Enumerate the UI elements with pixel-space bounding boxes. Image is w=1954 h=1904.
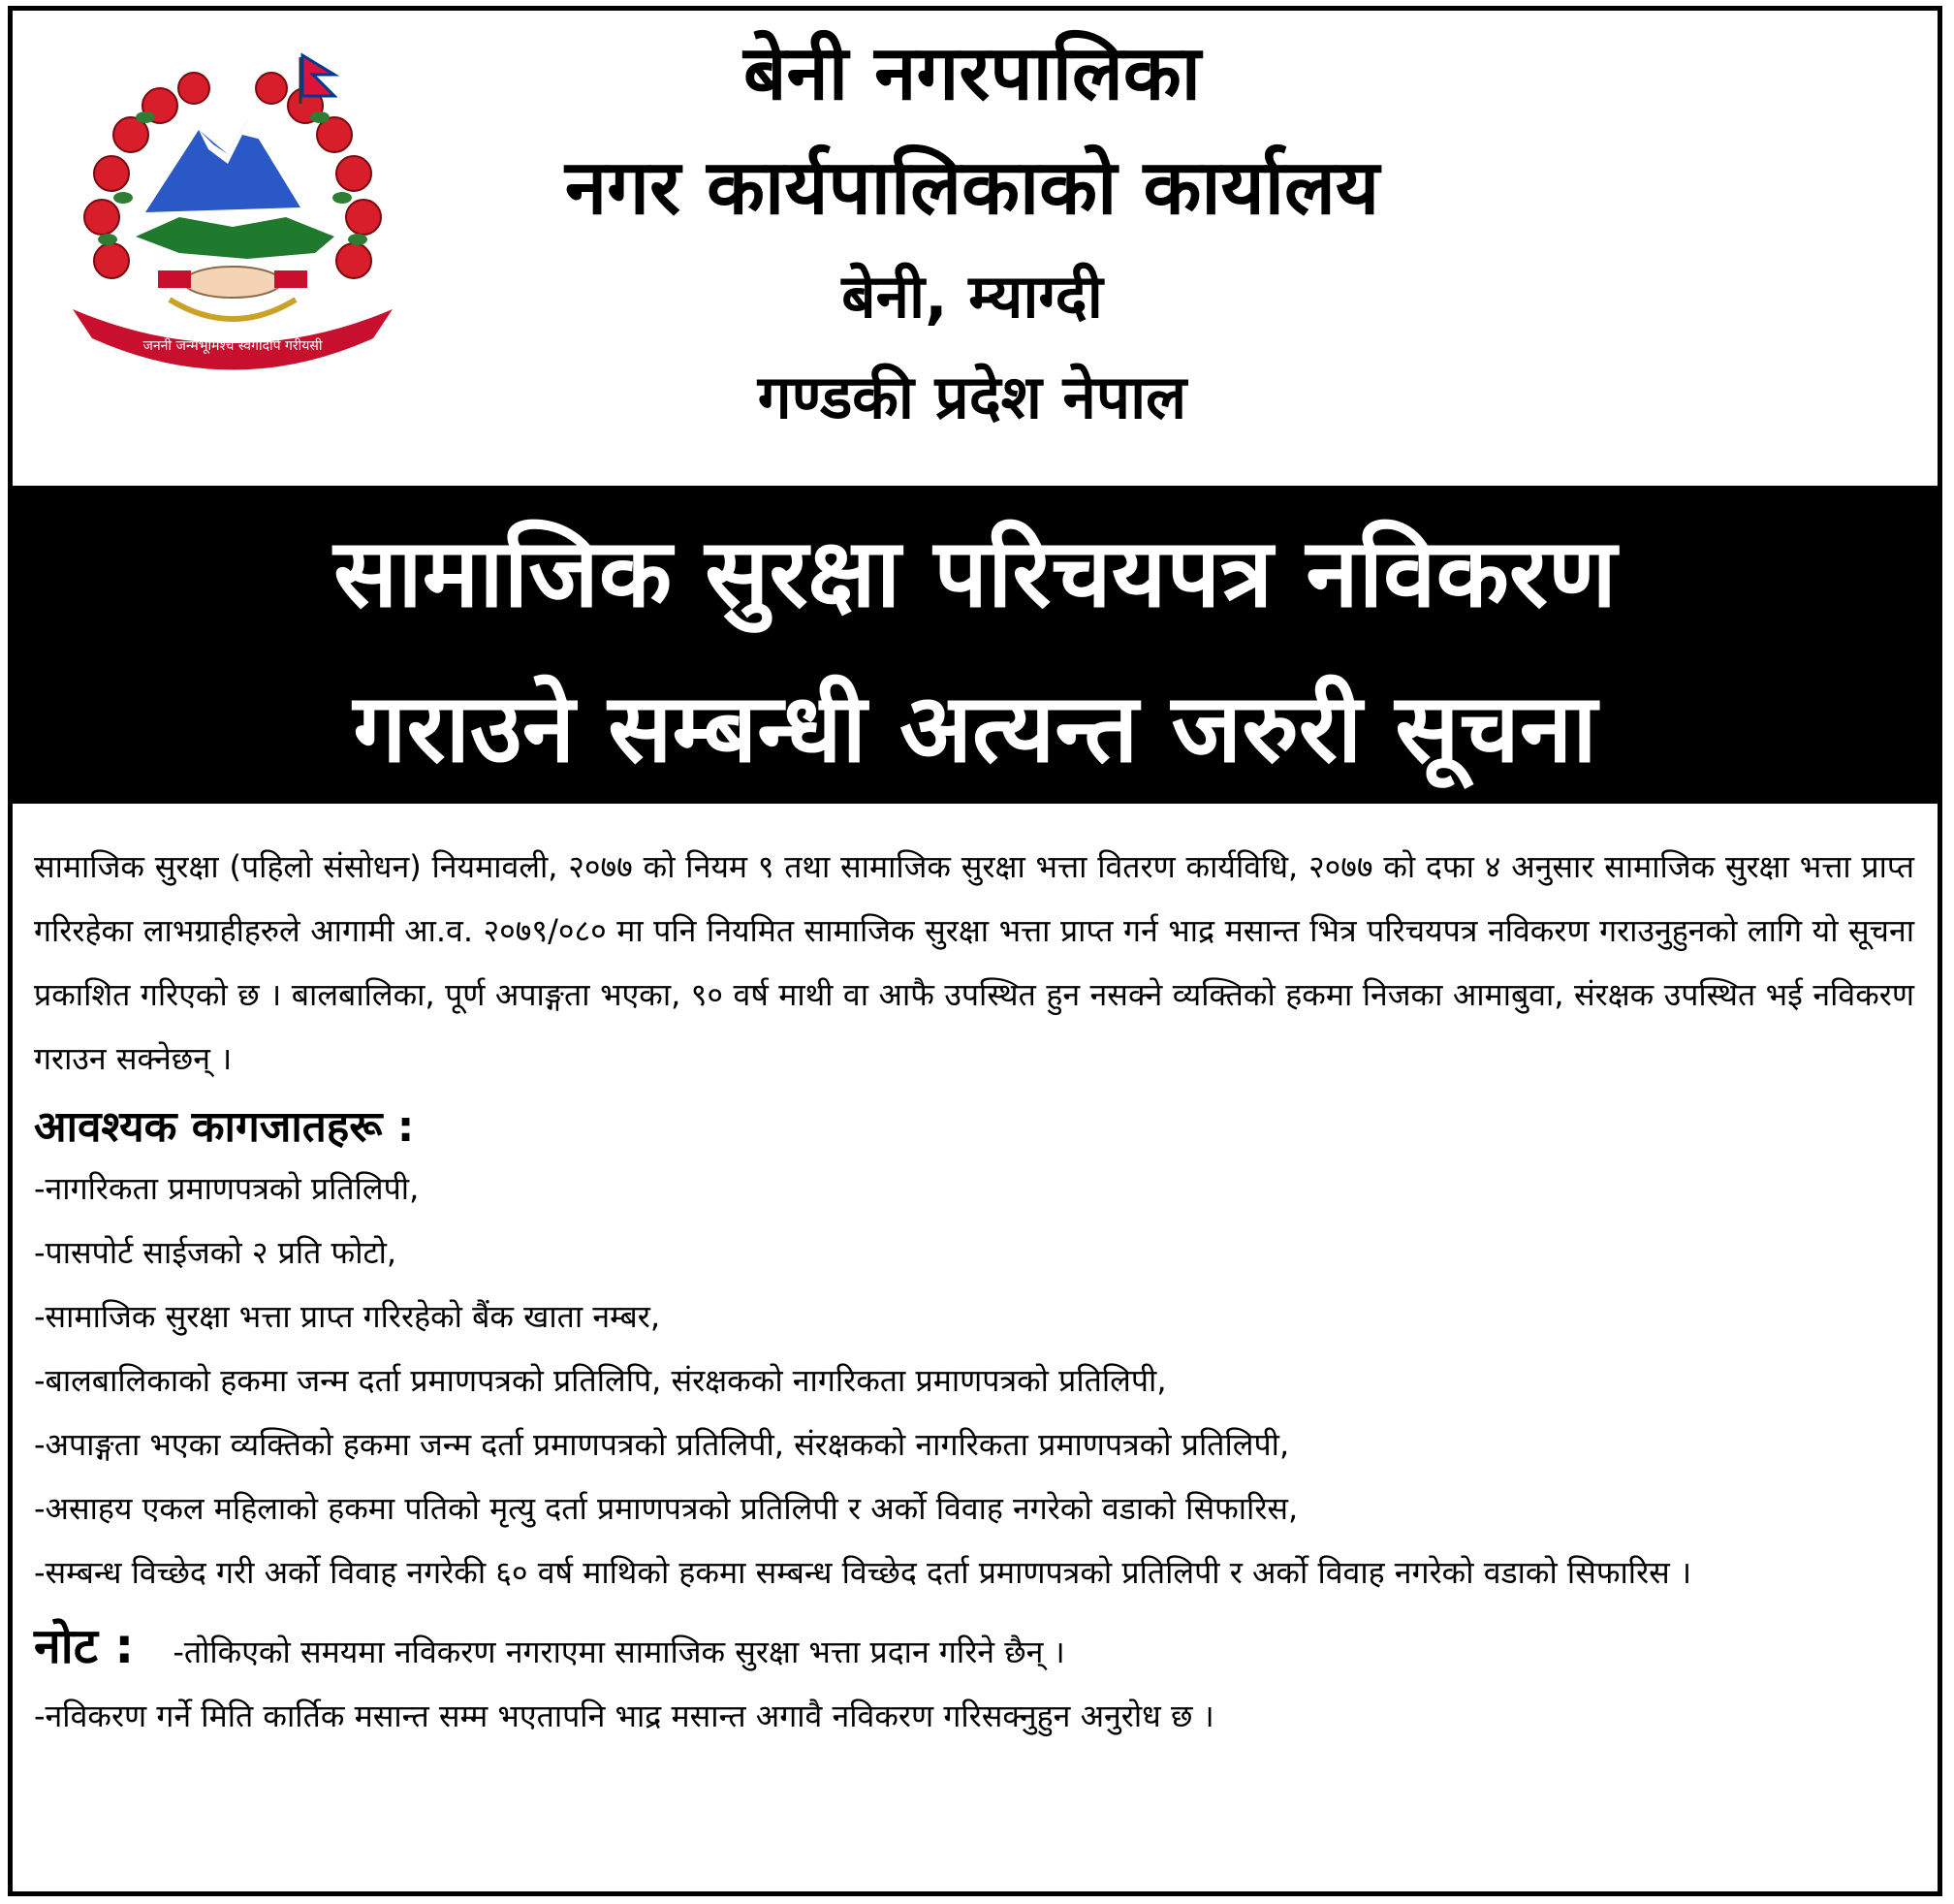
note-item: -नविकरण गर्ने मिति कार्तिक मसान्त सम्म भएतापनि भाद्र मसान्त अगावै नविकरण गरिसक्नुहुन अनुरोध छ ।	[34, 1698, 1214, 1734]
notice-title-line-1: सामाजिक सुरक्षा परिचयपत्र नविकरण	[333, 519, 1617, 629]
note-label: नोट :	[34, 1618, 135, 1674]
notice-paragraph: सामाजिक सुरक्षा (पहिलो संसोधन) नियमावली, २०७७ को नियम ९ तथा सामाजिक सुरक्षा भत्ता वितरण कार्यविधि, २०७७ को दफा ४ अनुसार सामाजिक सुरक्षा भत्ता प्राप्त गरिरहेका लाभग्राहीहरुले आगामी आ.व. २०७९/०८० मा पनि नियमित सामाजिक सुरक्षा भत्ता प्राप्त गर्न भाद्र मसान्त भित्र परिचयपत्र नविकरण गराउनुहुनको लागि यो सूचना प्रकाशित गरिएको छ । बालबालिका, पूर्ण अपाङ्गता भएका, ९० वर्ष माथी वा आफै उपस्थित हुन नसक्ने व्यक्तिको हकमा निजका आमाबुवा, संरक्षक उपस्थित भई नविकरण गराउन सक्नेछन् ।	[34, 848, 1914, 1077]
province-name: गण्डकी प्रदेश नेपाल	[757, 362, 1187, 432]
notice-header	[13, 11, 1938, 486]
notice-title-line-2: गराउने सम्बन्धी अत्यन्त जरुरी सूचना	[353, 674, 1597, 784]
list-item: -सम्बन्ध विच्छेद गरी अर्को विवाह नगरेकी ६० वर्ष माथिको हकमा सम्बन्ध विच्छेद दर्ता प्रमाणपत्रको प्रतिलिपी र अर्को विवाह नगरेको वडाको सिफारिस ।	[34, 1554, 1692, 1591]
notice-frame	[8, 6, 1942, 1896]
office-location: बेनी, म्याग्दी	[841, 261, 1103, 332]
required-docs-list	[34, 1157, 1914, 1604]
org-name: बेनी नगरपालिका	[743, 30, 1201, 117]
list-item: -असाहय एकल महिलाको हकमा पतिको मृत्यु दर्ता प्रमाणपत्रको प्रतिलिपी र अर्को विवाह नगरेको वडाको सिफारिस,	[34, 1490, 1299, 1527]
list-item: -पासपोर्ट साईजको २ प्रति फोटो,	[34, 1234, 397, 1271]
note-item: -तोकिएको समयमा नविकरण नगराएमा सामाजिक सुरक्षा भत्ता प्रदान गरिने छैन् ।	[173, 1634, 1065, 1670]
notice-title-band	[13, 486, 1938, 804]
list-item: -अपाङ्गता भएका व्यक्तिको हकमा जन्म दर्ता प्रमाणपत्रको प्रतिलिपी, संरक्षकको नागरिकता प्रमाणपत्रको प्रतिलिपी,	[34, 1426, 1290, 1463]
list-item: -बालबालिकाको हकमा जन्म दर्ता प्रमाणपत्रको प्रतिलिपि, संरक्षकको नागरिकता प्रमाणपत्रको प्रतिलिपी,	[34, 1362, 1167, 1399]
nepal-emblem-icon	[53, 28, 412, 387]
note-row	[34, 1614, 1914, 1684]
org-block	[439, 20, 1505, 432]
list-item: -सामाजिक सुरक्षा भत्ता प्राप्त गरिरहेको बैंक खाता नम्बर,	[34, 1298, 661, 1335]
required-docs-heading: आवश्यक कागजातहरू :	[34, 1102, 415, 1152]
notice-body	[34, 835, 1914, 1748]
emblem-motto: जननी जन्मभूमिश्च स्वर्गादपि गरीयसी	[142, 338, 323, 354]
list-item: -नागरिकता प्रमाणपत्रको प्रतिलिपी,	[34, 1170, 420, 1207]
office-name: नगर कार्यपालिकाको कार्यालय	[564, 144, 1380, 232]
